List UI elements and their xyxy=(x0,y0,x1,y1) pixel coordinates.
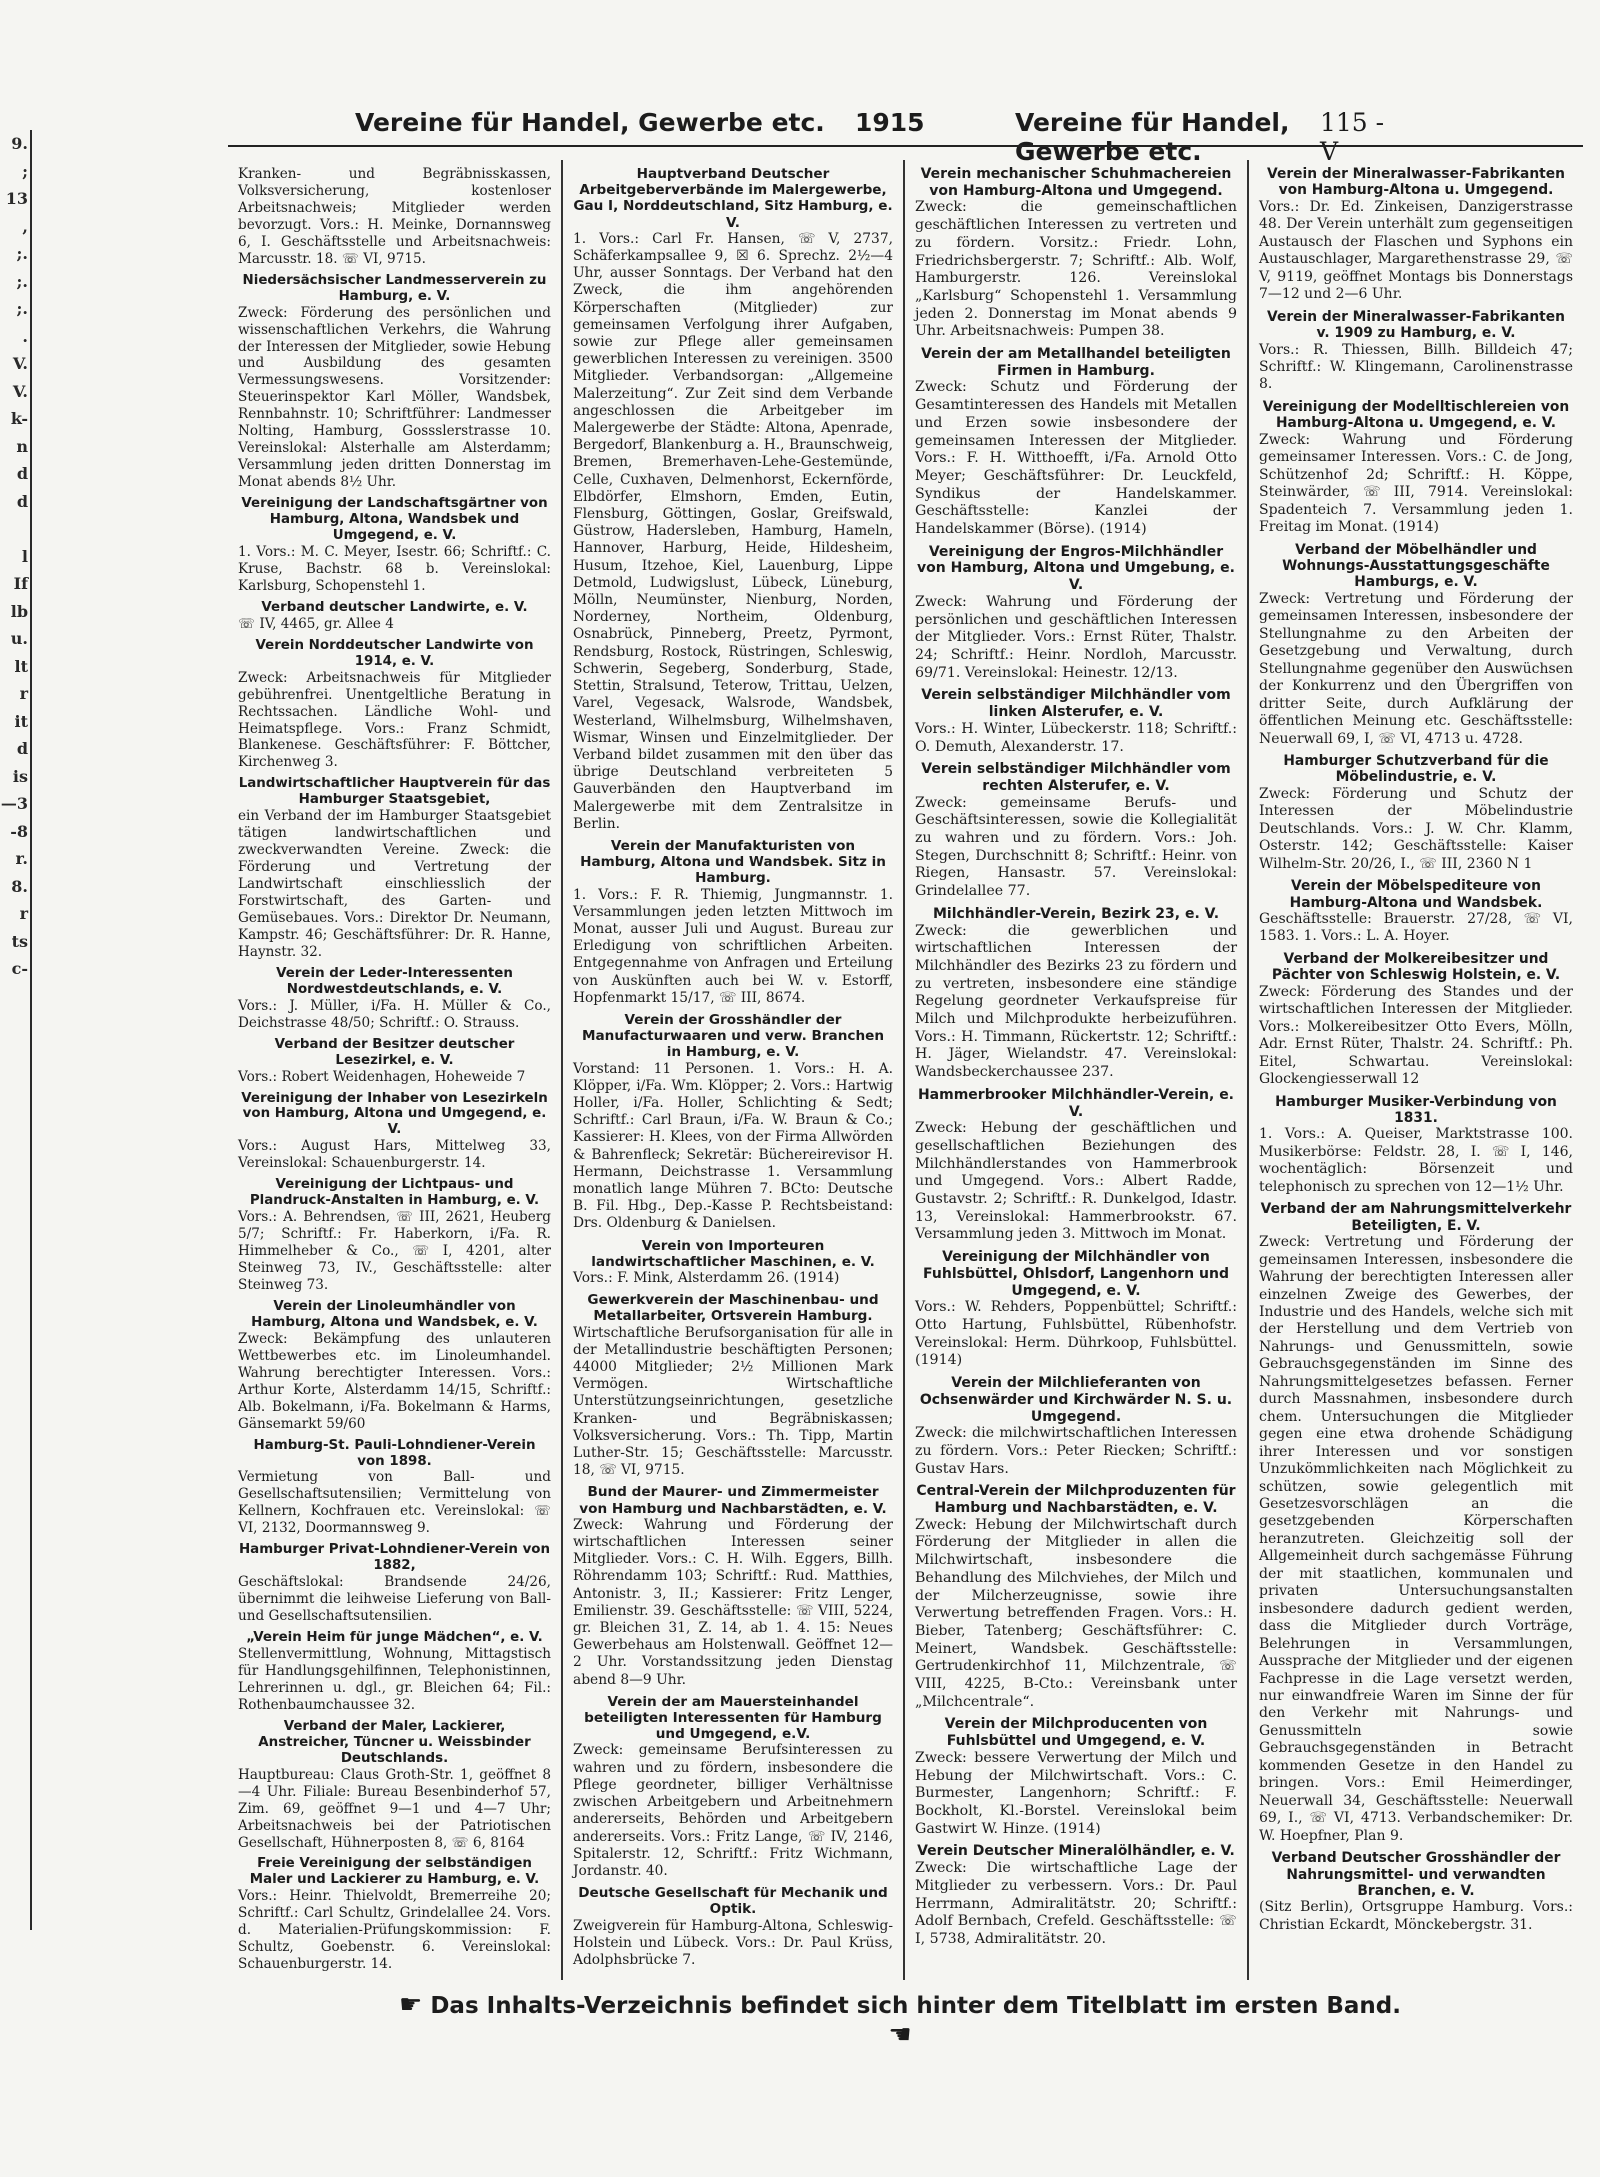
column-3 xyxy=(905,160,1249,1980)
pointing-hand-left-icon: ☚ xyxy=(888,2020,912,2050)
directory-entry xyxy=(238,166,551,268)
directory-entry xyxy=(915,166,1237,341)
entry-body: Vors.: A. Behrendsen, ☏ III, 2621, Heuberg 5/7; Schriftf.: Fr. Haberkorn, i/Fa. R. Himmelheber & Co., ☏ I, 4201, alter Steinweg 73, IV., Geschäftsstelle: alter Steinweg 73. xyxy=(238,1209,551,1293)
entry-body: Zweck: die gewerblichen und wirtschaftlichen Interessen der Milchhändler des Bezirks 23 zu fördern und zu vertreten, insbesondere eine ständige Regelung geordneter Verkaufspreise für Milch und Milchprodukte herbeizuführen. Vors.: H. Timmann, Rückertstr. 12; Schriftf.: H. Jäger, Wielandstr. 47. Vereinslokal: Wandsbeckerchaussee 237. xyxy=(915,922,1237,1081)
entry-name: Verband der am Nahrungsmittelverkehr Beteiligten, E. V. xyxy=(1260,1201,1572,1234)
column-1 xyxy=(228,160,563,1980)
directory-entry xyxy=(1259,951,1573,1089)
entry-name: Landwirtschaftlicher Hauptverein für das Hamburger Staatsgebiet, xyxy=(238,776,551,808)
directory-entry xyxy=(1259,542,1573,748)
directory-entry xyxy=(915,1249,1237,1370)
entry-name: Verein von Importeuren landwirtschaftlicher Maschinen, e. V. xyxy=(591,1237,875,1270)
directory-entry xyxy=(915,346,1237,539)
entry-name: Milchhändler-Verein, Bezirk 23, e. V. xyxy=(932,905,1220,922)
directory-entry xyxy=(238,1542,551,1625)
entry-name: Verein der Grosshändler der Manufacturwaaren und verw. Branchen in Hamburg, e. V. xyxy=(581,1011,885,1061)
entry-body: 1. Vors.: Carl Fr. Hansen, ☏ V, 2737, Schäferkampsallee 9, ☒ 6. Sprechz. 2½—4 Uhr, ausser Sonntags. Der Verband hat den Zweck, die ihm angehörenden Körperschaften (Mitglieder) zur gemeinsamen Verfolgung ihrer Aufgaben, sowie zur Pflege aller gemeinsamen gewerblichen Interessen zu vereinigen. 3500 Mitglieder. Verbandsorgan: „Allgemeine Malerzeitung“. Zur Zeit sind dem Verbande angeschlossen die Arbeitgeber im Malergewerbe der Städte: Altona, Apenrade, Bergedorf, Blankenburg a. H., Braunschweig, Bremen, Bremerhaven-Lehe-Gestemünde, Celle, Cuxhaven, Delmenhorst, Eckernförde, Elbdörfer, Elmshorn, Emden, Eutin, Flensburg, Göttingen, Goslar, Greifswald, Güstrow, Hadersleben, Hamburg, Hameln, Hannover, Harburg, Heide, Hildesheim, Husum, Itzehoe, Kiel, Lauenburg, Lippe Detmold, Ludwigslust, Lübeck, Lüneburg, Mölln, Neumünster, Nienburg, Norden, Norderney, Northeim, Oldenburg, Osnabrück, Pinneberg, Preetz, Pyrmont, Rendsburg, Rostock, Rüstringen, Schleswig, Schwerin, Segeberg, Sonderburg, Stade, Stettin, Stralsund, Teterow, Trittau, Uelzen, Varel, Vegesack, Walsrode, Wandsbek, Westerland, Wilhelmsburg, Wilhelmshaven, Wismar, Winsen und Einzelmitglieder. Der Verband bildet zusammen mit den über das übrige Deutschland verbreiteten 5 Gauverbänden den Hauptverband im Malergewerbe mit dem Zentralsitze in Berlin. xyxy=(573,230,893,832)
entry-body: Zweck: Wahrung und Förderung der wirtschaftlichen Interessen seiner Mitglieder. Vors.: C. H. Wilh. Eggers, Billh. Röhrendamm 103; Schriftf.: Rud. Matthies, Antonistr. 3, II.; Kassierer: Fritz Lenger, Emilienstr. 39. Geschäftsstelle: ☏ VIII, 5224, gr. Bleichen 31, Z. 14, ab 1. 4. 15: Neues Gewerbehaus am Holstenwall. Geöffnet 12—2 Uhr. Vorstandssitzung jeden Dienstag abend 8—9 Uhr. xyxy=(573,1516,893,1688)
directory-entry xyxy=(915,687,1237,756)
entry-body: Zweck: die gemeinschaftlichen geschäftlichen Interessen zu vertreten und zu fördern. Vorsitz.: Friedr. Lohn, Friedrichsbergerstr. 7; Schriftf.: Alb. Wolf, Hamburgerstr. 126. Vereinslokal „Karlsburg“ Schopenstehl 1. Versammlung jeden 2. Donnerstag im Monat abends 9 Uhr. Arbeitsnachweis: Pumpen 38. xyxy=(915,199,1237,340)
entry-name: Verein mechanischer Schuhmachereien von Hamburg-Altona und Umgegend. xyxy=(920,166,1232,199)
entry-body: Zweck: Hebung der geschäftlichen und gesellschaftlichen Beziehungen des Milchhändlerstandes von Hammerbrook und Umgegend. Vors.: Albert Radde, Gustavstr. 2; Schriftf.: R. Dunkelgod, Idastr. 13, Vereinslokal: Hammerbrookstr. 67. Versammlung jeden 3. Mittwoch im Monat. xyxy=(915,1120,1237,1243)
footer-text: Das Inhalts-Verzeichnis befindet sich hinter dem Titelblatt im ersten Band. xyxy=(430,1993,1401,2019)
entry-name: Verein der Linoleumhändler von Hamburg, Altona und Wandsbek, e. V. xyxy=(251,1298,538,1330)
directory-entry xyxy=(915,1375,1237,1478)
directory-entry xyxy=(238,966,551,1032)
entry-body: Zweigverein für Hamburg-Altona, Schleswig-Holstein und Lübeck. Vors.: Dr. Paul Krüss, Adolphsbrücke 7. xyxy=(573,1917,893,1968)
entry-name: Verein Norddeutscher Landwirte von 1914, e. V. xyxy=(255,637,534,669)
entry-name: Verband Deutscher Grosshändler der Nahrungsmittel- und verwandten Branchen, e. V. xyxy=(1271,1850,1561,1899)
entry-name: Verein selbständiger Milchhändler vom linken Alsterufer, e. V. xyxy=(921,687,1231,721)
directory-entry xyxy=(573,1292,893,1479)
entry-name: Verband der Molkereibesitzer und Pächter von Schleswig Holstein, e. V. xyxy=(1271,950,1561,984)
entry-body: Zweck: bessere Verwertung der Milch und Hebung der Milchwirtschaft. Vors.: C. Burmester, Langenhorn; Schriftf.: F. Bockholt, Kl.-Borstel. Vereinslokal beim Gastwirt W. Hinze. (1914) xyxy=(915,1749,1237,1837)
directory-entry xyxy=(238,496,551,595)
columns xyxy=(228,160,1583,1980)
running-head-year: 1915 xyxy=(855,108,925,137)
entry-name: Vereinigung der Engros-Milchhändler von Hamburg, Altona und Umgebung, e. V. xyxy=(917,543,1235,594)
directory-entry xyxy=(238,1299,551,1433)
entry-name: Hamburger Schutzverband für die Möbelindustrie, e. V. xyxy=(1283,752,1549,786)
directory-entry xyxy=(915,544,1237,683)
entry-body: ein Verband der im Hamburger Staatsgebiet tätigen landwirtschaftlichen und zweckverwandten Vereine. Zweck: die Förderung und Vertretung der Landwirtschaft einschliesslich der Forstwirtschaft, des Garten- und Gemüsebaues. Vors.: Direktor Dr. Neumann, Kampstr. 46; Geschäftsführer: Dr. R. Hanne, Haynstr. 32. xyxy=(238,808,551,960)
directory-entry xyxy=(915,1843,1237,1948)
directory-entry xyxy=(1259,1850,1573,1934)
entry-body: Vors.: August Hars, Mittelweg 33, Vereinslokal: Schauenburgerstr. 14. xyxy=(238,1138,551,1172)
directory-entry xyxy=(238,600,551,633)
entry-name: Vereinigung der Landschaftsgärtner von Hamburg, Altona, Wandsbek und Umgegend, e. V. xyxy=(241,496,548,544)
entry-name: Deutsche Gesellschaft für Mechanik und Optik. xyxy=(578,1885,888,1918)
entry-name: Vereinigung der Lichtpaus- und Plandruck-Anstalten in Hamburg, e. V. xyxy=(249,1177,540,1209)
entry-body: 1. Vors.: F. R. Thiemig, Jungmannstr. 1. Versammlungen jeden letzten Mittwoch im Monat, ausser Juli und August. Bureau zur Erledigung von schriftlichen Arbeiten. Entgegennahme von Anfragen und Erteilung von Auskünften auch bei W. v. Estorff, Hopfenmarkt 15/17, ☏ III, 8674. xyxy=(573,886,893,1006)
entry-body: Stellenvermittlung, Wohnung, Mittagstisch für Handlungsgehilfinnen, Telephonistinnen, Lehrerinnen u. dgl., gr. Bleichen 64; Fil.: Rothenbaumchaussee 32. xyxy=(238,1646,551,1713)
entry-body: (Sitz Berlin), Ortsgruppe Hamburg. Vors.: Christian Eckardt, Mönckebergstr. 31. xyxy=(1259,1899,1573,1933)
entry-name: Verein der Mineralwasser-Fabrikanten von Hamburg-Altona u. Umgegend. xyxy=(1267,166,1565,199)
entry-name: Verein der Möbelspediteure von Hamburg-Altona und Wandsbek. xyxy=(1289,878,1543,911)
directory-entry xyxy=(238,273,551,491)
entry-body: Zweck: Schutz und Förderung der Gesamtinteressen des Handels mit Metallen und Erzen sowie insbesondere der gemeinsamen Interessen der Mitglieder. Vors.: F. H. Witthoefft, i/Fa. Arnold Otto Meyer; Geschäftsführer: Dr. Leuckfeld, Syndikus der Handelskammer. Geschäftsstelle: Kanzlei der Handelskammer (Börse). (1914) xyxy=(915,379,1237,538)
directory-entry xyxy=(1259,1201,1573,1845)
entry-body: Zweck: Die wirtschaftliche Lage der Mitglieder zu verbessern. Vors.: Dr. Paul Herrmann, Admiralitätstr. 20; Schriftf.: Adolf Bernbach, Crefeld. Geschäftsstelle: ☏ I, 5738, Admiralitätstr. 20. xyxy=(915,1860,1237,1947)
entry-name: Freie Vereinigung der selbständigen Maler und Lackierer zu Hamburg, e. V. xyxy=(249,1856,540,1888)
directory-entry xyxy=(915,1716,1237,1838)
entry-name: Vereinigung der Modelltischlereien von Hamburg-Altona u. Umgegend, e. V. xyxy=(1262,398,1570,432)
entry-body: 1. Vors.: A. Queiser, Marktstrasse 100. Musikerbörse: Feldstr. 28, I. ☏ I, 146, wochentäglich: Börsenzeit und telephonisch zu sprechen von 12—1½ Uhr. xyxy=(1259,1126,1573,1195)
left-margin-fragments: 9. ; 13 , ;. ;. ;. . V. V. k- n d d l If lb u. lt r it d is —3 -8 r. 8. r ts c- xyxy=(0,134,28,978)
column-4 xyxy=(1249,160,1583,1980)
entry-name: Verband der Maler, Lackierer, Anstreicher, Tüncner u. Weissbinder Deutschlands. xyxy=(258,1718,531,1766)
entry-body: Zweck: Förderung des Standes und der wirtschaftlichen Interessen der Mitglieder. Vors.: Molkereibesitzer Otto Evers, Mölln, Adr. Ernst Rüter, Thalstr. 24. Schriftf.: Ph. Eitel, Schwartau. Vereinslokal: Glockengiesserwall 12 xyxy=(1259,983,1573,1088)
directory-entry xyxy=(1259,1094,1573,1197)
directory-entry xyxy=(238,1719,551,1852)
running-head-left: Vereine für Handel, Gewerbe etc. xyxy=(355,108,825,137)
header-rule xyxy=(228,145,1583,147)
directory-entry xyxy=(573,1012,893,1233)
entry-body: Vors.: W. Rehders, Poppenbüttel; Schriftf.: Otto Hartung, Fuhlsbüttel, Rübenhofstr. Vereinslokal: Herm. Dührkoop, Fuhlsbüttel. (1914) xyxy=(915,1299,1237,1369)
entry-body: Zweck: Bekämpfung des unlauteren Wettbewerbes etc. im Linoleumhandel. Wahrung berechtigter Interessen. Vors.: Arthur Korte, Alsterdamm 14/15, Schriftf.: Alb. Bokelmann, i/Fa. Bokelmann & Harms, Gänsemarkt 59/60 xyxy=(238,1330,551,1432)
page-number: 115 -V xyxy=(1320,108,1385,166)
directory-entry xyxy=(1259,166,1573,304)
entry-body: Geschäftslokal: Brandsende 24/26, übernimmt die leihweise Lieferung von Ball- und Gesellschaftsutensilien. xyxy=(238,1574,551,1625)
entry-name: Hammerbrooker Milchhändler-Verein, e. V. xyxy=(917,1086,1235,1120)
entry-body: Zweck: Förderung und Schutz der Interessen der Möbelindustrie Deutschlands. Vors.: J. W. Chr. Klamm, Osterstr. 142; Geschäftsstelle: Kaiser Wilhelm-Str. 20/26, I., ☏ III, 2360 N 1 xyxy=(1259,785,1573,872)
entry-body: Vors.: Robert Weidenhagen, Hoheweide 7 xyxy=(238,1068,526,1085)
entry-body: Zweck: Förderung des persönlichen und wissenschaftlichen Verkehrs, die Wahrung der Interessen der Mitglieder, sowie Hebung und Ausbildung des gesamten Vermessungswesens. Vorsitzender: Steuerinspektor Karl Möller, Wandsbek, Rennbahnstr. 10; Schriftführer: Landmesser Nolting, Hamburg, Gossslerstrasse 10. Vereinslokal: Alsterhalle am Alsterdamm; Versammlung jeden dritten Donnerstag im Monat abends 8½ Uhr. xyxy=(238,304,551,491)
entry-name: Vereinigung der Inhaber von Lesezirkeln von Hamburg, Altona und Umgegend, e. V. xyxy=(241,1090,548,1138)
directory-entry xyxy=(573,1885,893,1969)
entry-body: Zweck: die milchwirtschaftlichen Interessen zu fördern. Vors.: Peter Riecken; Schriftf.: Gustav Hars. xyxy=(915,1425,1237,1477)
directory-entry xyxy=(238,1630,551,1714)
entry-name: Verein der Mineralwasser-Fabrikanten v. 1909 zu Hamburg, e. V. xyxy=(1267,308,1565,342)
entry-body: Zweck: Wahrung und Förderung gemeinsamer Interessen. Vors.: C. de Jong, Schützenhof 2d; Schriftf.: H. Köppe, Steinwärder, ☏ III, 7914. Vereinslokal: Spadenteich 7. Versammlung jeden 1. Freitag im Monat. (1914) xyxy=(1259,431,1573,536)
entry-name: Verein der am Mauersteinhandel beteiligten Interessenten für Hamburg und Umgegend, e.V. xyxy=(584,1693,882,1743)
directory-entry xyxy=(573,166,893,833)
entry-name: Verein der Milchproducenten von Fuhlsbüttel und Umgegend, e. V. xyxy=(944,1716,1208,1750)
directory-entry xyxy=(573,838,893,1007)
entry-body: Vermietung von Ball- und Gesellschaftsutensilien; Vermittelung von Kellnern, Kochfrauen etc. Vereinslokal: ☏ VI, 2132, Doormannsweg 9. xyxy=(238,1469,551,1537)
entry-name: Verband der Möbelhändler und Wohnungs-Ausstattungsgeschäfte Hamburgs, e. V. xyxy=(1282,541,1550,591)
entry-name: Niedersächsischer Landmesserverein zu Hamburg, e. V. xyxy=(242,272,547,304)
directory-entry xyxy=(915,761,1237,901)
entry-name: Verein Deutscher Mineralölhändler, e. V. xyxy=(917,1843,1235,1860)
directory-entry xyxy=(1259,753,1573,873)
entry-name: Hamburger Musiker-Verbindung von 1831. xyxy=(1275,1093,1557,1127)
entry-body: Zweck: Vertretung und Förderung der gemeinsamen Interessen, insbesondere der Stellungnahme zu den Arbeiten der Gesetzgebung und Verwaltung, durch Stellungnahme gegenüber den Auswüchsen der Konkurrenz und den Übergriffen von dritter Seite, durch Aufklärung der öffentlichen Meinung etc. Geschäftsstelle: Neuerwall 69, I, ☏ VI, 4713 u. 4728. xyxy=(1259,590,1573,747)
entry-body: Zweck: Vertretung und Förderung der gemeinsamen Interessen, insbesondere die Wahrung der berechtigten Interessen aller einzelnen Zweige des Gewerbes, der Industrie und des Handels, welche sich mit der Herstellung und dem Vertrieb von Nahrungs- und Genussmitteln, sowie Gebrauchsgegenständen im Sinne des Nahrungsmittelgesetzes befassen. Ferner durch Massnahmen, insbesondere durch chem. Untersuchungen die Mitglieder gegen eine etwa drohende Schädigung ihrer Interessen und vor sonstigen Unzukömmlichkeiten nach Möglichkeit zu schützen, sowie gelegentlich mit Gesetzesvorschlägen an die gesetzgebenden Körperschaften heranzutreten. Gleichzeitig soll der Allgemeinheit durch sachgemässe Führung der mit staatlichen, kommunalen und privaten Untersuchungsanstalten insbesondere dadurch gedient werden, dass die Mitglieder durch Vorträge, Belehrungen in Versammlungen, Aussprache der Mitglieder und der eigenen Fachpresse in die Lage versetzt werden, nur einwandfreie Waren im Sinne der für den Verkehr mit Nahrungs- und Genussmitteln sowie Gebrauchsgegenständen in Betracht kommenden Gesetze in den Handel zu bringen. Vors.: Emil Heimerdinger, Neuerwall 34, Geschäftsstelle: Neuerwall 69, I., ☏ VI, 4713. Verbandschemiker: Dr. W. Hoepfner, Plan 9. xyxy=(1259,1234,1573,1844)
column-2 xyxy=(563,160,905,1980)
entry-body: Geschäftsstelle: Brauerstr. 27/28, ☏ VI, 1583. 1. Vors.: L. A. Hoyer. xyxy=(1259,911,1573,945)
running-head xyxy=(355,108,1400,166)
entry-body: Wirtschaftliche Berufsorganisation für alle in der Metallindustrie beschäftigten Personen; 44000 Mitglieder; 2½ Millionen Mark Vermögen. Wirtschaftliche Unterstützungseinrichtungen, gesetzliche Kranken- und Begräbniskassen; Volksversicherung. Vors.: Th. Tipp, Martin Luther-Str. 15; Geschäftsstelle: Marcusstr. 18, ☏ VI, 9715. xyxy=(573,1324,893,1479)
entry-name: Bund der Maurer- und Zimmermeister von Hamburg und Nachbarstädten, e. V. xyxy=(579,1484,887,1517)
entry-name: Hauptverband Deutscher Arbeitgeberverbände im Malergewerbe, Gau I, Norddeutschland, Sitz Hamburg, e. V. xyxy=(573,166,893,231)
directory-entry xyxy=(238,1438,551,1538)
directory-entry xyxy=(238,1856,551,1973)
entry-name: Verein selbständiger Milchhändler vom rechten Alsterufer, e. V. xyxy=(921,761,1231,794)
directory-entry xyxy=(1259,399,1573,537)
directory-entry xyxy=(915,1087,1237,1244)
directory-entry xyxy=(238,1091,551,1173)
entry-body: Vors.: F. Mink, Alsterdamm 26. (1914) xyxy=(573,1270,840,1286)
directory-entry xyxy=(915,906,1237,1082)
entry-body: Zweck: Arbeitsnachweis für Mitglieder gebührenfrei. Unentgeltliche Beratung in Rechtssachen. Ländliche Wohl- und Heimatspflege. Vors.: Franz Schmidt, Blankenese. Geschäftsführer: F. Böttcher, Kirchenweg 3. xyxy=(238,669,551,771)
entry-name: Verband deutscher Landwirte, e. V. xyxy=(261,599,528,615)
entry-name: „Verein Heim für junge Mädchen“, e. V. xyxy=(246,1630,543,1646)
entry-name: Hamburg-St. Pauli-Lohndiener-Verein von 1898. xyxy=(253,1437,536,1469)
directory-entry xyxy=(1259,878,1573,946)
directory-entry xyxy=(238,1037,551,1086)
entry-body: Vors.: Dr. Ed. Zinkeisen, Danzigerstrasse 48. Der Verein unterhält zum gegenseitigen Austausch der Flaschen und Syphons ein Austauschlager, Margarethenstrasse 29, ☏ V, 9119, geöffnet Montags bis Donnerstags 7—12 und 2—6 Uhr. xyxy=(1259,198,1573,303)
entry-name: Verein der Leder-Interessenten Nordwestdeutschlands, e. V. xyxy=(276,965,513,997)
entry-body: ☏ IV, 4465, gr. Allee 4 xyxy=(238,615,394,632)
entry-name: Verein der Manufakturisten von Hamburg, Altona und Wandsbek. Sitz in Hamburg. xyxy=(580,837,886,887)
directory-entry xyxy=(573,1484,893,1688)
pointing-hand-right-icon: ☛ xyxy=(399,1990,423,2020)
entry-name: Vereinigung der Milchhändler von Fuhlsbüttel, Ohlsdorf, Langenhorn und Umgegend, e. V. xyxy=(923,1249,1229,1299)
directory-entry xyxy=(573,1694,893,1880)
directory-entry xyxy=(1259,309,1573,394)
entry-name: Verein der am Metallhandel beteiligten Firmen in Hamburg. xyxy=(921,346,1231,379)
entry-body: Zweck: gemeinsame Berufs- und Geschäftsinteressen, sowie die Kollegialität zu wahren und zu fördern. Vors.: Joh. Stegen, Durchschnitt 8; Schriftf.: Heinr. von Riegen, Hansastr. 57. Vereinslokal: Grindelallee 77. xyxy=(915,794,1237,900)
entry-name: Gewerkverein der Maschinenbau- und Metallarbeiter, Ortsverein Hamburg. xyxy=(587,1292,879,1325)
entry-body: Zweck: Wahrung und Förderung der persönlichen und geschäftlichen Interessen der Mitglieder. Vors.: Ernst Rüter, Thalstr. 24; Schriftf.: Heinr. Nordloh, Marcusstr. 69/71. Vereinslokal: Heinestr. 12/13. xyxy=(915,593,1237,681)
entry-body: Hauptbureau: Claus Groth-Str. 1, geöffnet 8—4 Uhr. Filiale: Bureau Besenbinderhof 57, Zim. 69, geöffnet 9—1 und 4—7 Uhr; Arbeitsnachweis bei der Patriotischen Gesellschaft, Hühnerposten 8, ☏ 6, 8164 xyxy=(238,1766,551,1851)
directory-entry xyxy=(238,1177,551,1294)
entry-name: Hamburger Privat-Lohndiener-Verein von 1882, xyxy=(238,1542,551,1574)
entry-name: Verband der Besitzer deutscher Lesezirkel, e. V. xyxy=(274,1036,515,1068)
entry-body: 1. Vors.: M. C. Meyer, Isestr. 66; Schriftf.: C. Kruse, Bachstr. 68 b. Vereinslokal: Karlsburg, Schopenstehl 1. xyxy=(238,543,551,594)
entry-body: Vors.: J. Müller, i/Fa. H. Müller & Co., Deichstrasse 48/50; Schriftf.: O. Strauss. xyxy=(238,997,551,1031)
entry-body: Vorstand: 11 Personen. 1. Vors.: H. A. Klöpper, i/Fa. Wm. Klöpper; 2. Vors.: Hartwig Holler, i/Fa. Holler, Schlichting & Sedt; Schriftf.: Carl Braun, i/Fa. W. Braun & Co.; Kassierer: H. Klees, von der Firma Allwörden & Bahrenfleck; Sekretär: Büchereirevisor H. Hermann, Deichstrasse 1. Versammlung monatlich lange Mühren 7. BCto: Deutsche B. Fil. Hbg., Dep.-Kasse P. Rechtsbeistand: Drs. Oldenburg & Danielsen. xyxy=(573,1060,893,1232)
entry-body: Vors.: Heinr. Thielvoldt, Bremerreihe 20; Schriftf.: Carl Schultz, Grindelallee 24. Vors. d. Materialien-Prüfungskommission: F. Schultz, Goebenstr. 6. Vereinslokal: Schauenburgerstr. 14. xyxy=(238,1888,551,1973)
entry-body: Vors.: H. Winter, Lübeckerstr. 118; Schriftf.: O. Demuth, Alexanderstr. 17. xyxy=(915,720,1237,755)
entry-body: Kranken- und Begräbnisskassen, Volksversicherung, kostenloser Arbeitsnachweis; Mitglieder werden bevorzugt. Vors.: H. Meinke, Dornannsweg 6, I. Geschäftsstelle und Arbeitsnachweis: Marcusstr. 18. ☏ VI, 9715. xyxy=(238,166,551,267)
directory-entry xyxy=(573,1238,893,1288)
entry-body: Zweck: Hebung der Milchwirtschaft durch Förderung der Mitglieder in allen die Milchwirtschaft, insbesondere die Behandlung des Milchviehes, der Milch und der Milcherzeugnisse, sowie ihre Verwertung betreffenden Fragen. Vors.: H. Bieber, Tatenberg; Geschäftsführer: C. Meinert, Wandsbek. Geschäftsstelle: Gertrudenkirchhof 11, Milchzentrale, ☏ VIII, 4225, B-Cto.: Vereinsbank unter „Milchcentrale“. xyxy=(915,1516,1237,1710)
entry-body: Vors.: R. Thiessen, Billh. Billdeich 47; Schriftf.: W. Klingemann, Carolinenstrasse 8. xyxy=(1259,341,1573,393)
entry-body: Zweck: gemeinsame Berufsinteressen zu wahren und zu fördern, insbesondere die Pflege geordneter, billiger Verhältnisse zwischen Arbeitgebern und Arbeitnehmern andererseits, Behörden und Arbeitgebern andererseits. Vors.: Fritz Lange, ☏ IV, 2146, Spitalerstr. 12, Schriftf.: Fritz Wichmann, Jordanstr. 40. xyxy=(573,1742,893,1879)
directory-entry xyxy=(238,638,551,772)
running-head-right: Vereine für Handel, Gewerbe etc. xyxy=(1015,108,1290,166)
entry-name: Verein der Milchlieferanten von Ochsenwärder und Kirchwärder N. S. u. Umgegend. xyxy=(919,1375,1233,1425)
entry-name: Central-Verein der Milchproduzenten für Hamburg und Nachbarstädten, e. V. xyxy=(916,1483,1236,1517)
directory-entry xyxy=(915,1483,1237,1711)
directory-entry xyxy=(238,776,551,960)
footer-notice xyxy=(390,1990,1410,2050)
